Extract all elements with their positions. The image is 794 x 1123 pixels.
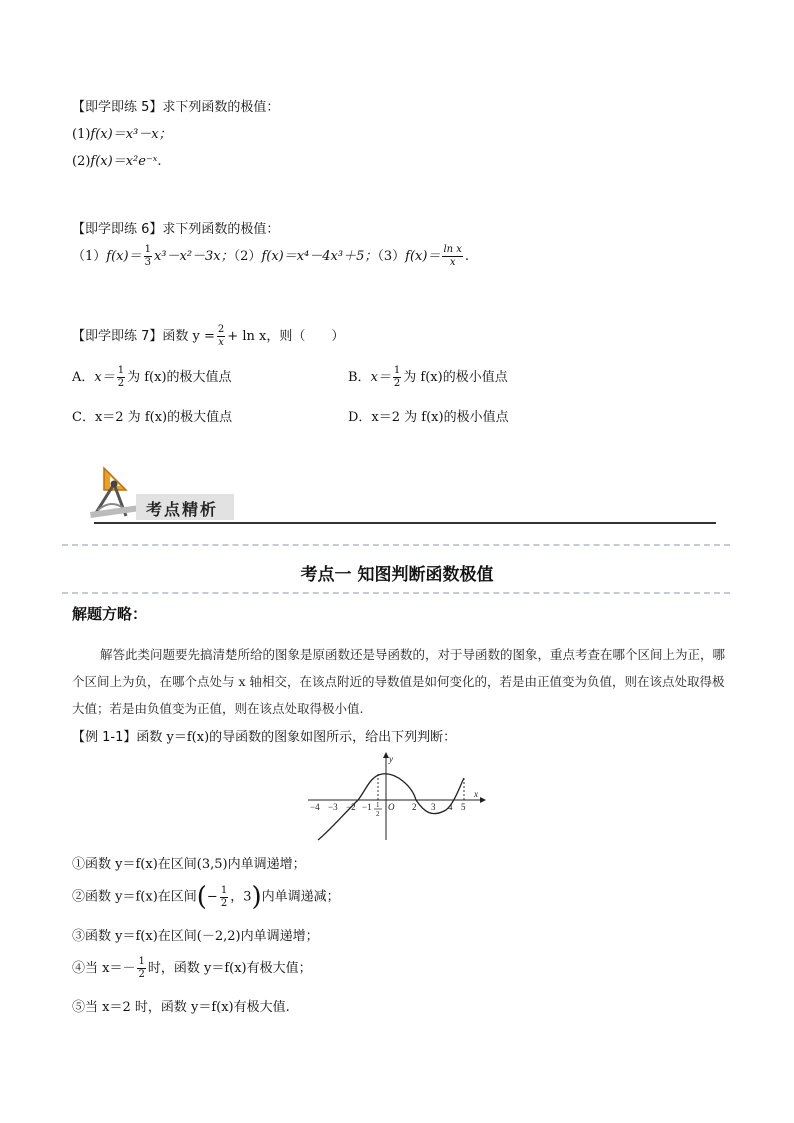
fraction-denominator: 2 [117, 378, 125, 389]
math-expression: f(x)＝ [405, 249, 441, 264]
judgment-text: ④当 x＝－ [72, 961, 136, 976]
method-paragraph: 解答此类问题要先搞清楚所给的图象是原函数还是导函数的，对于导函数的图象，重点考查在哪个区间上为正，哪个区间上为负，在哪个点处与 x 轴相交，在该点附近的导数值是如何变化的，若是由正值变为负值，则在该点处取得极大值；若是由负值变为正值，则在该点处取得极小值. [72, 647, 726, 716]
graph-origin: O [388, 802, 395, 812]
math-expression: f(x)＝x³－x； [90, 127, 172, 142]
judgment-text: 时，函数 y＝f(x)有极大值； [147, 961, 312, 976]
fraction-denominator: 2 [393, 378, 401, 389]
option-text: 为 f(x)的极小值点 [403, 370, 508, 385]
exercise-5-item-1 [72, 123, 172, 142]
fraction-numerator: 1 [220, 884, 228, 896]
item-number: （2） [233, 249, 262, 264]
judgment-3: ③函数 y＝f(x)在区间(－2,2)内单调递增； [72, 929, 319, 944]
fraction [117, 366, 125, 389]
method-title [72, 603, 147, 624]
graph-y-label: y [389, 754, 393, 764]
tick-label: −1 [362, 802, 372, 812]
exercise-6-heading [72, 218, 279, 237]
section-divider-bottom [62, 592, 730, 594]
math-expression: x³－x²－3x； [153, 249, 234, 264]
derivative-graph [304, 750, 488, 842]
question-stem: 函数 y = [162, 329, 215, 344]
exercise-6-prompt: 求下列函数的极值： [162, 222, 280, 237]
math-expression: f(x)＝x⁴－4x³＋5； [261, 249, 378, 264]
exercise-7-heading [72, 325, 344, 348]
section-title-row [0, 560, 794, 585]
option-d: D．x＝2 为 f(x)的极小值点 [348, 410, 509, 425]
exercise-6-tag: 【即学即练 6】 [72, 222, 163, 237]
option-label: A． [72, 370, 95, 385]
section-title: 考点一 知图判断函数极值 [300, 565, 494, 585]
tick-label: −3 [328, 802, 338, 812]
fraction-denominator: 2 [220, 897, 228, 909]
math-expression: f(x)＝ [106, 249, 142, 264]
banner-label-box [136, 494, 234, 520]
math-expression: x＝ [370, 370, 391, 385]
punctuation: . [464, 249, 470, 264]
example-tag: 【例 1-1】 [72, 730, 137, 745]
fraction-numerator: 1 [138, 956, 145, 967]
question-stem: + ln x，则（ ） [227, 329, 345, 344]
math-expression: x＝ [94, 370, 115, 385]
math-expression: f(x)＝x²e⁻ˣ. [90, 154, 162, 169]
fraction [217, 325, 225, 348]
judgment-5: ⑤当 x＝2 时，函数 y＝f(x)有极大值. [72, 1000, 290, 1015]
right-paren: ) [251, 882, 262, 912]
fraction [393, 366, 401, 389]
item-number: （3） [377, 249, 406, 264]
fraction-denominator: x [449, 257, 456, 268]
left-paren: ( [196, 882, 207, 912]
fraction [220, 886, 228, 909]
option-b [348, 366, 508, 389]
exercise-5-heading [72, 96, 279, 115]
judgment-text: 内单调递减； [261, 889, 340, 905]
banner-label: 考点精析 [146, 500, 219, 519]
option-text: 为 f(x)的极大值点 [127, 370, 232, 385]
tick-label: −2 [346, 802, 356, 812]
fraction [144, 245, 152, 268]
exercise-5-tag: 【即学即练 5】 [72, 100, 163, 115]
judgment-4 [72, 957, 312, 980]
graph-x-label: x [474, 789, 478, 799]
exercise-5-item-2 [72, 150, 162, 169]
exercise-6-items [72, 245, 469, 268]
tick-half-numerator: 1 [376, 801, 380, 809]
banner-rule [94, 522, 716, 524]
tick-label: 4 [448, 802, 453, 812]
fraction-denominator: 3 [144, 257, 151, 268]
fraction-denominator: x [218, 337, 224, 348]
fraction [137, 957, 145, 980]
judgment-2: ②函数 y＝f(x)在区间(− $\frac{1}{2}$ ，3)内单调递减； [72, 882, 340, 912]
tick-label: −4 [310, 802, 320, 812]
tick-label: 3 [431, 802, 436, 812]
example-stem: 函数 y＝f(x)的导函数的图象如图所示，给出下列判断： [136, 730, 457, 745]
option-label: B． [348, 370, 371, 385]
section-divider-top [62, 544, 730, 546]
fraction [442, 245, 462, 268]
fraction-denominator: 2 [138, 969, 145, 980]
item-number: (2) [72, 154, 91, 169]
tick-label: 5 [461, 802, 466, 812]
option-c: C．x＝2 为 f(x)的极大值点 [72, 410, 233, 425]
fraction-numerator: 1 [393, 365, 401, 376]
fraction-numerator: 2 [217, 324, 225, 335]
x-axis-arrow [480, 797, 486, 803]
tick-label: 2 [412, 802, 417, 812]
exercise-7-tag: 【即学即练 7】 [72, 329, 163, 344]
judgment-1: ①函数 y＝f(x)在区间(3,5)内单调递增； [72, 857, 306, 872]
method-title-text: 解题方略： [72, 605, 148, 623]
item-number: （1） [72, 249, 107, 264]
judgment-text: ，3 [230, 889, 252, 905]
exercise-5-prompt: 求下列函数的极值： [162, 100, 280, 115]
item-number: (1) [72, 127, 91, 142]
judgment-text: ②函数 y＝f(x)在区间 [72, 889, 197, 905]
tick-half-denominator: 2 [376, 810, 380, 818]
option-a [72, 366, 232, 389]
fraction-numerator: 1 [117, 365, 125, 376]
fraction-numerator: 1 [144, 244, 151, 255]
example-heading [72, 726, 456, 745]
fraction-numerator: ln x [443, 244, 462, 255]
